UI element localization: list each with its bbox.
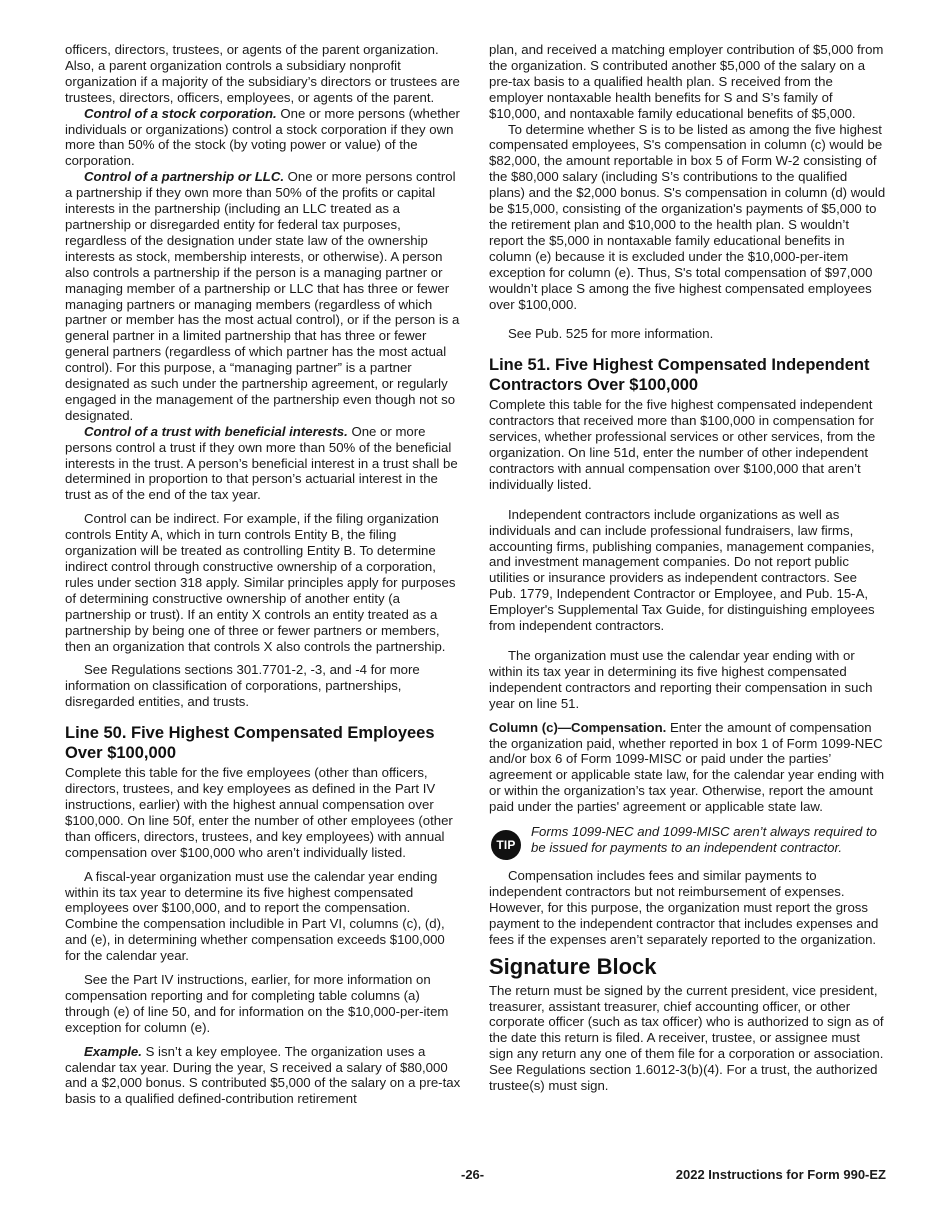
paragraph: Independent contractors include organizations as well as individuals and can include professional fundraisers, law firms, accounting firms, publishing companies, management companies, and investment management companies. Do not report public utilities or insurance providers as independent contractors. See Pub. 1779, Independent Contractor or Employee, and Pub. 15-A, Employer's Supplemental Tax Guide, for distinguishing employees from independent contractors.	[489, 506, 875, 634]
run-in-heading: Control of a partnership or LLC.	[84, 169, 285, 185]
paragraph-text: S isn’t a key employee. The organization uses a calendar tax year. During the year, S received a salary of $80,000 and a $2,000 bonus. S contributed $5,000 of the salary on a pre-tax basis to a qualified defined-contribution retirement	[65, 1043, 461, 1107]
paragraph: The organization must use the calendar year ending with or within its tax year in determining its five highest compensated independent contractors and reporting their compensation in such year on line 51.	[489, 648, 873, 711]
right-column	[489, 42, 886, 1094]
run-in-heading: Column (c)—Compensation.	[489, 719, 667, 735]
tip-box	[489, 824, 886, 860]
section-heading-signature-block: Signature Block	[489, 953, 657, 979]
paragraph: See the Part IV instructions, earlier, for more information on compensation reporting and for completing table columns (a) through (e) of line 50, and for information on the $10,000-per-item exception for column (e).	[65, 972, 449, 1035]
paragraph: officers, directors, trustees, or agents of the parent organization. Also, a parent organization controls a subsidiary nonprofit organization if a majority of the subsidiary’s directors or trustees are trustees, directors, officers, employees, or agents of the parent.	[65, 42, 460, 105]
page-number: -26-	[461, 1167, 485, 1182]
paragraph-stock-corporation	[65, 106, 462, 170]
paragraph: A fiscal-year organization must use the calendar year ending within its tax year to determine its five highest compensated employees over $100,000, and to report the compensation. Combine the compensation includible in Part VI, columns (c), (d), and (e), in determining whether compensation exceeds $100,000 for the calendar year.	[65, 868, 445, 964]
paragraph-example	[65, 1044, 462, 1108]
paragraph-text: Enter the amount of compensation the organization paid, whether reported in box 1 of Form 1099-NEC and/or box 6 of Form 1099-MISC or paid under the parties’ agreement or applicable state law, for the calendar year ending with or within the organization’s tax year. Otherwise, report the amount paid under the parties' agreement or applicable state law.	[489, 719, 885, 815]
paragraph-regulations: See Regulations sections 301.7701-2, -3, and -4 for more information on classification of corporations, partnerships, disregarded entities, and trusts.	[65, 662, 420, 710]
paragraph-text: One or more persons control a trust if they own more than 50% of the beneficial interests in the trust. A person’s beneficial interest in a trust shall be determined in proportion to that person’s actuarial interest in the trust as of the end of the tax year.	[65, 423, 458, 503]
paragraph: To determine whether S is to be listed as among the five highest compensated employees, S's compensation in column (c) would be $82,000, the amount reportable in box 5 of Form W-2 consisting of the $80,000 salary (including S’s contributions to the qualified plans) and the $2,000 bonus. S's compensation in column (d) would be $15,000, consisting of the organization's payments of $5,000 to the retirement plan and $10,000 to the health plan. S wouldn’t report the $5,000 in nontaxable family educational benefits in column (e) because it is excluded under the $10,000-per-item exception for column (e). Thus, S's total compensation of $97,000 wouldn’t place S among the five highest compensated employees over $100,000.	[489, 121, 886, 312]
section-heading-line-51: Line 51. Five Highest Compensated Independent Contractors Over $100,000	[489, 356, 870, 394]
paragraph-trust	[65, 424, 462, 504]
paragraph: Complete this table for the five highest compensated independent contractors that received more than $100,000 in compensation for services, whether professional services or other services, from the organization. On line 51d, enter the number of other independent contractors with annual compensation over $100,000 that aren’t individually listed.	[489, 397, 876, 492]
run-in-heading: Example.	[84, 1043, 142, 1059]
tip-text: Forms 1099-NEC and 1099-MISC aren’t always required to be issued for payments to an independent contractor.	[531, 824, 877, 855]
paragraph: Compensation includes fees and similar payments to independent contractors but not reimbursement of expenses. However, for this purpose, the organization must report the gross payment to the independent contractor that includes expenses and fees if the expenses aren’t separately reported to the organization.	[489, 868, 879, 947]
section-heading-line-50: Line 50. Five Highest Compensated Employees Over $100,000	[65, 724, 435, 762]
paragraph-indirect-control: Control can be indirect. For example, if the filing organization controls Entity A, which in turn controls Entity B, the filing organization will be treated as controlling Entity B. To determine indirect control through constructive ownership of a corporation, rules under section 318 apply. Similar principles apply for purposes of determining constructive ownership of another entity (a partnership or trust). If an entity X controls an entity treated as a partnership by being one of three or fewer partners or members, then an organization that controls X also controls the partnership.	[65, 511, 456, 654]
paragraph: plan, and received a matching employer contribution of $5,000 from the organization. S contributed another $5,000 of the salary on a pre-tax basis to a qualified health plan. S received from the employer nontaxable health benefits for S and S’s family of $10,000, and nontaxable family educational benefits of $5,000.	[489, 42, 884, 121]
run-in-heading: Control of a trust with beneficial interests.	[84, 423, 348, 439]
left-column	[65, 42, 462, 1107]
tip-icon: TIP	[491, 830, 521, 860]
paragraph: See Pub. 525 for more information.	[508, 326, 714, 342]
paragraph: Complete this table for the five employees (other than officers, directors, trustees, and key employees as defined in the Part IV instructions, earlier) with the highest annual compensation over $100,000. On line 50f, enter the number of other employees (other than officers, directors, trustees, and key employees) with annual compensation over $100,000 who aren’t individually listed.	[65, 765, 453, 860]
paragraph-text: One or more persons (whether individuals or organizations) control a stock corporation if they own more than 50% of the stock (by voting power or value) of the corporation.	[65, 105, 460, 169]
paragraph-text: One or more persons control a partnership if they own more than 50% of the profits or capital interests in the partnership (including an LLC treated as a partnership or disregarded entity for federal tax purposes, regardless of the designation under state law of the ownership interests as stock, membership interests, or otherwise). A person also controls a partnership if the person is a managing partner or managing member of a partnership or LLC that has three or fewer managing partners or managing members (regardless of which partner or member has the most actual control), or if the person is a general partner in a limited partnership that has three or fewer general partners (regardless of which partner has the most actual control). For this purpose, a “managing partner” is a partner designated as such under the partnership agreement, or regularly engaged in the management of the partnership even though not so designated.	[65, 169, 460, 423]
paragraph: The return must be signed by the current president, vice president, treasurer, assistant treasurer, chief accounting officer, or other corporate officer (such as tax officer) who is authorized to sign as of the date this return is filed. A receiver, trustee, or assignee must sign any return any one of them file for a corporation or association. See Regulations section 1.6012-3(b)(4). For a trust, the authorized trustee(s) must sign.	[489, 982, 884, 1094]
footer-form-title: 2022 Instructions for Form 990-EZ	[675, 1167, 886, 1182]
paragraph-column-c	[489, 720, 886, 815]
paragraph-partnership	[65, 169, 462, 424]
run-in-heading: Control of a stock corporation.	[84, 105, 277, 121]
